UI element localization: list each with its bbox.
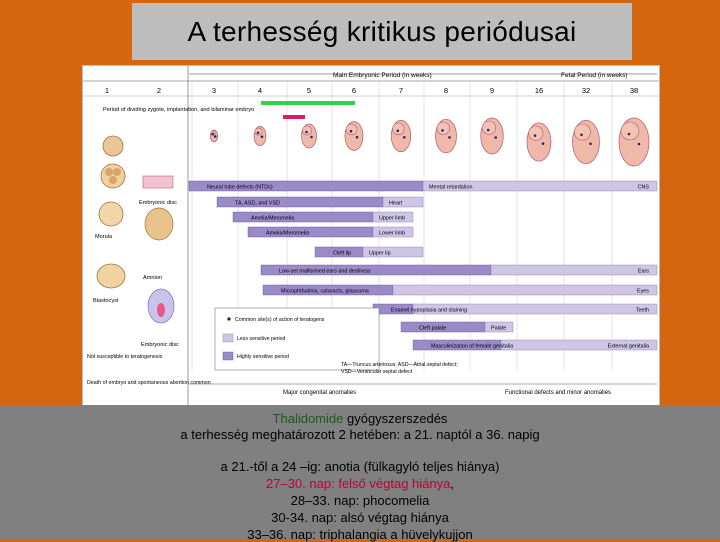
caption-line-5: 28–33. nap: phocomelia — [290, 493, 430, 508]
bar-sensitive-label-4: Upper lip — [369, 250, 391, 257]
caption-line-1 — [0, 411, 720, 426]
week-label-32: 32 — [581, 86, 591, 95]
bar-sensitive-label-8: Palate — [491, 325, 507, 332]
site-dot — [305, 131, 308, 134]
legend-less-label: Less sensitive period — [237, 336, 286, 342]
caption-panel — [0, 405, 720, 540]
green-marker — [261, 101, 355, 105]
implantation-illustration — [145, 208, 173, 240]
legend-highly-swatch — [223, 352, 233, 360]
bar-label-4: Cleft lip — [333, 250, 351, 257]
bar-label-5: Low-set malformed ears and deafness — [279, 268, 371, 275]
amnion-label: Amnion — [143, 275, 162, 281]
functional-defects-label: Functional defects and minor anomalies — [505, 390, 612, 396]
bar-label-2: Amelia/Meromelia — [251, 215, 295, 222]
legend-dot-icon — [227, 317, 230, 320]
pink-marker — [283, 115, 305, 119]
bar-label-6: Microphthalmia, cataracts, glaucoma — [281, 288, 369, 295]
site-dot — [257, 132, 260, 135]
chart-svg — [83, 66, 659, 406]
embryonic-disc-label-1: Embryonic disc — [139, 200, 177, 206]
bar-end-label-0: CNS — [637, 184, 649, 191]
bar-sensitive-label-3: Lower limb — [379, 230, 406, 237]
bar-less-6 — [393, 285, 657, 295]
morula-label: Morula — [95, 234, 113, 240]
legend-highly-label: Highly sensitive period — [237, 354, 289, 360]
site-dot — [628, 133, 631, 136]
legend — [215, 308, 379, 370]
embryo-pink — [157, 303, 165, 317]
page-title: A terhesség kritikus periódusai — [187, 15, 577, 47]
caption-line-4-text: 27–30. nap: felső végtag hiánya — [266, 476, 451, 491]
bar-label-8: Cleft palate — [419, 325, 447, 332]
site-dot — [211, 133, 214, 136]
week-label-5: 5 — [306, 86, 312, 95]
left-label-1: Period of dividing zygote, implantation, and bilaminar embryo — [103, 107, 255, 113]
caption-line-6: 30-34. nap: alsó végtag hiánya — [271, 510, 449, 525]
bar-label-3: Amelia/Meromelia — [266, 230, 310, 237]
major-anomalies-label: Major congenital anomalies — [283, 390, 357, 396]
blastocyst-label: Blastocyst — [93, 298, 119, 304]
caption-line-1-rest: gyógyszerszedés — [343, 411, 448, 426]
bar-sensitive-label-2: Upper limb — [379, 215, 406, 222]
blastocyst-illustration — [97, 264, 125, 288]
bar-end-label-6: Eyes — [637, 288, 649, 295]
caption-line-3: a 21.-től a 24 –ig: anotia (fülkagyló teljes hiánya) — [220, 459, 500, 474]
bar-end-label-9: External genitalia — [607, 343, 649, 350]
title-box — [132, 3, 632, 60]
bar-label-9: Masculinization of female genitalia — [431, 343, 514, 350]
week-label-6: 6 — [351, 86, 357, 95]
bar-label-0: Neural tube defects (NTDs) — [207, 184, 273, 191]
morula-illustration — [99, 202, 123, 226]
embryonic-disc-illustration — [143, 176, 173, 188]
teratogen-chart — [82, 65, 660, 407]
bar-sensitive-label-0: Mental retardation — [429, 184, 473, 191]
week-label-4: 4 — [257, 86, 263, 95]
week-label-2: 2 — [156, 86, 162, 95]
caption-line-4-comma: , — [450, 476, 454, 491]
abbrev-line-2: VSD—Ventricular septal defect — [341, 369, 413, 375]
embryonic-disc-label-2: Embryonic disc — [141, 342, 179, 348]
embryonic-header: Main Embryonic Period (in weeks) — [333, 72, 432, 79]
week-label-3: 3 — [211, 86, 217, 95]
site-dot — [396, 130, 399, 133]
fetal-header: Fetal Period (in weeks) — [561, 72, 628, 79]
bar-less-5 — [491, 265, 657, 275]
zygote-illustration — [103, 136, 123, 156]
caption-line-4 — [0, 476, 720, 491]
site-dot — [350, 130, 353, 133]
bar-sensitive-label-1: Heart — [389, 200, 403, 207]
caption-line-2: a terhesség meghatározott 2 hetében: a 21. naptól a 36. napig — [180, 427, 540, 442]
week-label-38: 38 — [629, 86, 639, 95]
embryo-drawings — [210, 118, 649, 166]
abbrev-line-1: TA—Truncus arteriosus; ASD—Atrial septal defect; — [341, 362, 458, 368]
legend-dot-label: Common site(s) of action of teratogens — [235, 317, 325, 323]
bar-end-label-7: Teeth — [635, 307, 649, 314]
week-label-8: 8 — [443, 86, 449, 95]
site-dot — [487, 129, 490, 132]
not-susceptible-label: Not susceptible to teratogenesis — [87, 354, 163, 360]
death-label: Death of embryo and spontaneous abortion common — [87, 380, 211, 386]
thalidomide-word: Thalidomide — [272, 411, 344, 426]
week-label-9: 9 — [489, 86, 495, 95]
site-dot — [580, 134, 583, 137]
week-label-7: 7 — [398, 86, 404, 95]
bar-label-7: Enamel hypoplasia and staining — [391, 307, 468, 314]
week-label-16: 16 — [534, 86, 544, 95]
caption-line-7: 33–36. nap: triphalangia a hüvelykujjon — [247, 527, 473, 542]
bar-label-1: TA, ASD, and VSD — [235, 200, 280, 207]
week-row — [105, 86, 638, 95]
legend-less-swatch — [223, 334, 233, 342]
site-dot — [441, 129, 444, 132]
site-dot — [534, 134, 537, 137]
week-label-1: 1 — [104, 86, 110, 95]
bar-end-label-5: Ears — [637, 268, 649, 275]
